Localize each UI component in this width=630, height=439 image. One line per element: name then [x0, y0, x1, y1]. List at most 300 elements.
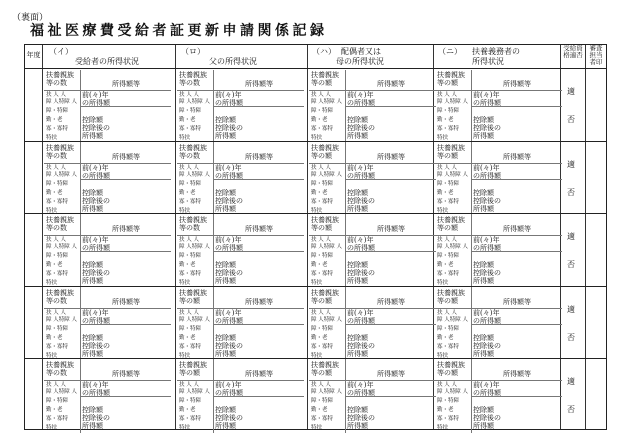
income-of-label: の所得額	[473, 389, 501, 398]
income-label: 所得額等	[377, 152, 405, 161]
elder-line: 障 人特障 人	[437, 389, 468, 396]
income-of-label: の所得額	[347, 99, 375, 107]
dependents-label: 扶養親族	[311, 143, 339, 152]
after-deduction-label: 控除後の	[82, 341, 110, 350]
special-label: 特扶	[311, 207, 323, 214]
special-label: 特扶	[437, 207, 449, 214]
work-elder-label: 勤・老	[46, 334, 63, 341]
ineligible-mark: 否	[567, 405, 575, 415]
after-deduction-label: 控除後の	[215, 124, 243, 132]
form-title: 福祉医療費受給者証更新申請関係記録	[30, 23, 328, 39]
disability-label: 障・特障	[311, 325, 334, 332]
col-i-marker: （イ）	[49, 47, 73, 56]
work-elder-label: 勤・老	[311, 334, 328, 341]
after-deduction-label: 控除後の	[82, 196, 110, 205]
dependents-label: 等の額	[311, 79, 332, 87]
spouse-line: 扶 人 人	[311, 309, 331, 316]
spouse-line: 扶 人 人	[179, 164, 199, 171]
income-of-label: の所得額	[473, 99, 501, 107]
income-after-label: 所得額	[347, 422, 368, 431]
income-after-label: 所得額	[347, 204, 368, 213]
disability-label: 障・特障	[437, 180, 460, 187]
dependents-label: 等の額	[437, 369, 458, 378]
income-after-label: 所得額	[82, 204, 103, 213]
dependents-label: 等の数	[179, 79, 200, 87]
after-deduction-label: 控除後の	[347, 269, 375, 278]
after-deduction-label: 控除後の	[215, 196, 243, 205]
dependents-label: 扶養親族	[437, 361, 465, 370]
income-of-label: の所得額	[82, 171, 110, 180]
deduction-label: 控除額	[473, 333, 494, 342]
income-of-label: の所得額	[347, 389, 375, 398]
after-deduction-label: 控除後の	[215, 269, 243, 278]
work-elder-label: 勤・老	[311, 262, 328, 269]
dependents-label: 等の額	[311, 224, 332, 233]
widow-label: 寡・寡特	[46, 198, 69, 205]
after-deduction-label: 控除後の	[215, 414, 243, 423]
widow-label: 寡・寡特	[179, 126, 202, 132]
dependents-label: 等の額	[311, 369, 332, 378]
dependents-label: 等の額	[437, 79, 458, 87]
spouse-line: 扶 人 人	[46, 309, 66, 316]
disability-label: 障・特障	[437, 108, 460, 114]
income-after-label: 所得額	[347, 349, 368, 358]
prev-year-label: 前(々)年	[347, 163, 374, 172]
work-elder-label: 勤・老	[179, 189, 196, 196]
income-of-label: の所得額	[215, 389, 243, 398]
special-label: 特扶	[179, 207, 191, 214]
special-label: 特扶	[437, 425, 449, 432]
after-deduction-label: 控除後の	[347, 414, 375, 423]
income-label: 所得額等	[112, 370, 140, 379]
income-after-label: 所得額	[82, 132, 103, 140]
elder-line: 障 人特障 人	[179, 389, 210, 396]
dependents-label: 扶養親族	[179, 216, 207, 225]
income-after-label: 所得額	[473, 132, 494, 140]
eligible-mark: 適	[567, 232, 575, 242]
work-elder-label: 勤・老	[46, 189, 63, 196]
ineligible-mark: 否	[567, 260, 575, 270]
income-after-label: 所得額	[82, 422, 103, 431]
deduction-label: 控除額	[215, 406, 236, 415]
disability-label: 障・特障	[311, 253, 334, 260]
special-label: 特扶	[46, 352, 58, 359]
elder-line: 障 人特障 人	[46, 316, 77, 323]
income-of-label: の所得額	[82, 244, 110, 253]
prev-year-label: 前(々)年	[347, 308, 374, 317]
disability-label: 障・特障	[179, 180, 202, 187]
special-label: 特扶	[179, 280, 191, 287]
special-label: 特扶	[437, 135, 449, 141]
income-after-label: 所得額	[473, 349, 494, 358]
deduction-label: 控除額	[82, 333, 103, 342]
elder-line: 障 人特障 人	[46, 171, 77, 178]
after-deduction-label: 控除後の	[82, 414, 110, 423]
prev-year-label: 前(々)年	[82, 308, 109, 317]
widow-label: 寡・寡特	[179, 416, 202, 423]
deduction-label: 控除額	[347, 116, 368, 124]
spouse-line: 扶 人 人	[179, 237, 199, 244]
income-of-label: の所得額	[347, 171, 375, 180]
spouse-line: 扶 人 人	[179, 92, 199, 98]
spouse-line: 扶 人 人	[311, 164, 331, 171]
dependents-label: 扶養親族	[437, 288, 465, 297]
widow-label: 寡・寡特	[437, 416, 460, 423]
disability-label: 障・特障	[179, 108, 202, 114]
income-after-label: 所得額	[82, 277, 103, 286]
income-label: 所得額等	[112, 80, 140, 88]
prev-year-label: 前(々)年	[215, 236, 242, 245]
year-header: 年度	[26, 51, 41, 59]
income-of-label: の所得額	[215, 316, 243, 325]
income-after-label: 所得額	[473, 422, 494, 431]
income-after-label: 所得額	[473, 204, 494, 213]
elder-line: 障 人特障 人	[179, 316, 210, 323]
income-label: 所得額等	[377, 370, 405, 379]
special-label: 特扶	[46, 280, 58, 287]
prev-year-label: 前(々)年	[347, 91, 374, 99]
spouse-line: 扶 人 人	[179, 382, 199, 389]
widow-label: 寡・寡特	[311, 271, 334, 278]
elder-line: 障 人特障 人	[179, 244, 210, 251]
income-after-label: 所得額	[82, 349, 103, 358]
dependents-label: 等の数	[46, 151, 67, 160]
work-elder-label: 勤・老	[46, 262, 63, 269]
deduction-label: 控除額	[82, 116, 103, 124]
disability-label: 障・特障	[179, 325, 202, 332]
widow-label: 寡・寡特	[179, 198, 202, 205]
disability-label: 障・特障	[179, 398, 202, 405]
income-of-label: の所得額	[473, 171, 501, 180]
spouse-line: 扶 人 人	[437, 237, 457, 244]
eligible-mark: 適	[567, 377, 575, 387]
income-of-label: の所得額	[473, 316, 501, 325]
special-label: 特扶	[311, 135, 323, 141]
widow-label: 寡・寡特	[179, 343, 202, 350]
deduction-label: 控除額	[82, 261, 103, 270]
dependents-label: 扶養親族	[179, 361, 207, 370]
prev-year-label: 前(々)年	[215, 91, 242, 99]
disability-label: 障・特障	[437, 398, 460, 405]
record-table	[24, 44, 607, 430]
elder-line: 障 人特障 人	[437, 244, 468, 251]
ineligible-mark: 否	[567, 187, 575, 197]
prev-year-label: 前(々)年	[82, 163, 109, 172]
widow-label: 寡・寡特	[311, 126, 334, 132]
spouse-line: 扶 人 人	[437, 309, 457, 316]
prev-year-label: 前(々)年	[473, 236, 500, 245]
special-label: 特扶	[46, 207, 58, 214]
dependents-label: 扶養親族	[311, 361, 339, 370]
elder-line: 障 人特障 人	[437, 171, 468, 178]
income-label: 所得額等	[245, 80, 273, 88]
prev-year-label: 前(々)年	[82, 381, 109, 390]
elder-line: 障 人特障 人	[437, 99, 468, 105]
disability-label: 障・特障	[437, 253, 460, 260]
work-elder-label: 勤・老	[437, 334, 454, 341]
income-after-label: 所得額	[347, 277, 368, 286]
after-deduction-label: 控除後の	[82, 124, 110, 132]
special-label: 特扶	[311, 280, 323, 287]
work-elder-label: 勤・老	[311, 189, 328, 196]
deduction-label: 控除額	[82, 406, 103, 415]
dependents-label: 扶養親族	[46, 361, 74, 370]
spouse-line: 扶 人 人	[46, 164, 66, 171]
income-after-label: 所得額	[347, 132, 368, 140]
prev-year-label: 前(々)年	[473, 308, 500, 317]
prev-year-label: 前(々)年	[215, 381, 242, 390]
widow-label: 寡・寡特	[311, 416, 334, 423]
prev-year-label: 前(々)年	[347, 236, 374, 245]
work-elder-label: 勤・老	[311, 407, 328, 414]
dependents-label: 等の数	[46, 224, 67, 233]
deduction-label: 控除額	[347, 261, 368, 270]
spouse-line: 扶 人 人	[46, 382, 66, 389]
after-deduction-label: 控除後の	[473, 269, 501, 278]
dependents-label: 扶養親族	[46, 216, 74, 225]
deduction-label: 控除額	[215, 188, 236, 197]
disability-label: 障・特障	[311, 398, 334, 405]
dependents-label: 等の数	[179, 224, 200, 233]
special-label: 特扶	[179, 352, 191, 359]
income-label: 所得額等	[112, 297, 140, 306]
widow-label: 寡・寡特	[437, 271, 460, 278]
prev-year-label: 前(々)年	[473, 163, 500, 172]
prev-year-label: 前(々)年	[215, 308, 242, 317]
widow-label: 寡・寡特	[437, 126, 460, 132]
special-label: 特扶	[179, 425, 191, 432]
widow-label: 寡・寡特	[311, 343, 334, 350]
col-ha-line1: 配偶者又は	[341, 47, 381, 56]
dependents-label: 扶養親族	[437, 143, 465, 152]
dependents-label: 扶養親族	[311, 288, 339, 297]
prev-year-label: 前(々)年	[347, 381, 374, 390]
dependents-label: 等の額	[311, 296, 332, 305]
eligibility-header: 受給資格適否	[563, 44, 583, 59]
income-label: 所得額等	[377, 297, 405, 306]
income-label: 所得額等	[245, 225, 273, 234]
dependents-label: 等の数	[46, 296, 67, 305]
dependents-label: 等の額	[179, 369, 200, 378]
work-elder-label: 勤・老	[311, 117, 328, 123]
dependents-label: 等の数	[179, 151, 200, 160]
widow-label: 寡・寡特	[311, 198, 334, 205]
income-label: 所得額等	[377, 225, 405, 234]
special-label: 特扶	[437, 352, 449, 359]
after-deduction-label: 控除後の	[473, 341, 501, 350]
disability-label: 障・特障	[179, 253, 202, 260]
widow-label: 寡・寡特	[46, 416, 69, 423]
work-elder-label: 勤・老	[179, 262, 196, 269]
deduction-label: 控除額	[347, 188, 368, 197]
work-elder-label: 勤・老	[46, 117, 63, 123]
col-ro-marker: （ロ）	[181, 47, 205, 56]
dependents-label: 等の額	[179, 296, 200, 305]
col-ni-line2: 所得状況	[472, 57, 504, 66]
deduction-label: 控除額	[215, 116, 236, 124]
disability-label: 障・特障	[46, 108, 69, 114]
prev-year-label: 前(々)年	[82, 91, 109, 99]
disability-label: 障・特障	[311, 108, 334, 114]
income-label: 所得額等	[503, 297, 531, 306]
income-of-label: の所得額	[473, 244, 501, 253]
deduction-label: 控除額	[347, 333, 368, 342]
income-of-label: の所得額	[82, 389, 110, 398]
deduction-label: 控除額	[473, 116, 494, 124]
disability-label: 障・特障	[311, 180, 334, 187]
after-deduction-label: 控除後の	[473, 414, 501, 423]
prev-year-label: 前(々)年	[215, 163, 242, 172]
deduction-label: 控除額	[347, 406, 368, 415]
disability-label: 障・特障	[46, 180, 69, 187]
disability-label: 障・特障	[437, 325, 460, 332]
income-label: 所得額等	[245, 370, 273, 379]
work-elder-label: 勤・老	[179, 407, 196, 414]
income-of-label: の所得額	[347, 316, 375, 325]
income-after-label: 所得額	[215, 422, 236, 431]
after-deduction-label: 控除後の	[347, 124, 375, 132]
special-label: 特扶	[437, 280, 449, 287]
elder-line: 障 人特障 人	[437, 316, 468, 323]
spouse-line: 扶 人 人	[46, 237, 66, 244]
dependents-label: 扶養親族	[179, 71, 207, 79]
special-label: 特扶	[179, 135, 191, 141]
income-after-label: 所得額	[215, 132, 236, 140]
spouse-line: 扶 人 人	[46, 92, 66, 98]
widow-label: 寡・寡特	[437, 198, 460, 205]
work-elder-label: 勤・老	[46, 407, 63, 414]
work-elder-label: 勤・老	[437, 407, 454, 414]
income-of-label: の所得額	[82, 99, 110, 107]
deduction-label: 控除額	[473, 406, 494, 415]
deduction-label: 控除額	[82, 188, 103, 197]
spouse-line: 扶 人 人	[311, 237, 331, 244]
income-label: 所得額等	[245, 152, 273, 161]
dependents-label: 扶養親族	[437, 71, 465, 79]
deduction-label: 控除額	[215, 261, 236, 270]
spouse-line: 扶 人 人	[179, 309, 199, 316]
after-deduction-label: 控除後の	[347, 341, 375, 350]
spouse-line: 扶 人 人	[311, 382, 331, 389]
income-label: 所得額等	[112, 152, 140, 161]
dependents-label: 等の額	[437, 296, 458, 305]
special-label: 特扶	[46, 135, 58, 141]
col-ni-marker: （ニ）	[438, 47, 462, 56]
elder-line: 障 人特障 人	[179, 99, 210, 105]
work-elder-label: 勤・老	[179, 334, 196, 341]
col-ha-line2: 母の所得状況	[336, 57, 384, 66]
special-label: 特扶	[311, 425, 323, 432]
reviewer-header: 審査担当者印	[589, 44, 603, 66]
spouse-line: 扶 人 人	[437, 92, 457, 98]
elder-line: 障 人特障 人	[311, 316, 342, 323]
prev-year-label: 前(々)年	[473, 381, 500, 390]
elder-line: 障 人特障 人	[179, 171, 210, 178]
dependents-label: 等の数	[46, 79, 67, 87]
widow-label: 寡・寡特	[46, 343, 69, 350]
income-of-label: の所得額	[215, 244, 243, 253]
income-of-label: の所得額	[215, 99, 243, 107]
eligible-mark: 適	[567, 304, 575, 314]
income-after-label: 所得額	[215, 204, 236, 213]
widow-label: 寡・寡特	[437, 343, 460, 350]
spouse-line: 扶 人 人	[437, 382, 457, 389]
elder-line: 障 人特障 人	[311, 389, 342, 396]
deduction-label: 控除額	[473, 261, 494, 270]
col-i-label: 受給者の所得状況	[75, 57, 139, 66]
widow-label: 寡・寡特	[179, 271, 202, 278]
after-deduction-label: 控除後の	[82, 269, 110, 278]
income-label: 所得額等	[245, 297, 273, 306]
income-label: 所得額等	[503, 152, 531, 161]
income-label: 所得額等	[503, 370, 531, 379]
income-label: 所得額等	[112, 225, 140, 234]
disability-label: 障・特障	[46, 398, 69, 405]
deduction-label: 控除額	[473, 188, 494, 197]
income-after-label: 所得額	[473, 277, 494, 286]
widow-label: 寡・寡特	[46, 126, 69, 132]
eligible-mark: 適	[567, 87, 575, 96]
prev-year-label: 前(々)年	[473, 91, 500, 99]
elder-line: 障 人特障 人	[311, 171, 342, 178]
disability-label: 障・特障	[46, 325, 69, 332]
income-label: 所得額等	[377, 80, 405, 88]
widow-label: 寡・寡特	[46, 271, 69, 278]
work-elder-label: 勤・老	[179, 117, 196, 123]
eligible-mark: 適	[567, 159, 575, 169]
after-deduction-label: 控除後の	[473, 124, 501, 132]
after-deduction-label: 控除後の	[473, 196, 501, 205]
dependents-label: 扶養親族	[46, 71, 74, 79]
elder-line: 障 人特障 人	[46, 389, 77, 396]
income-after-label: 所得額	[215, 277, 236, 286]
dependents-label: 等の数	[46, 369, 67, 378]
work-elder-label: 勤・老	[437, 117, 454, 123]
after-deduction-label: 控除後の	[347, 196, 375, 205]
dependents-label: 扶養親族	[46, 143, 74, 152]
dependents-label: 等の額	[437, 224, 458, 233]
col-ro-label: 父の所得状況	[209, 57, 257, 66]
spouse-line: 扶 人 人	[311, 92, 331, 98]
elder-line: 障 人特障 人	[46, 244, 77, 251]
income-of-label: の所得額	[215, 171, 243, 180]
income-of-label: の所得額	[82, 316, 110, 325]
dependents-label: 等の額	[311, 151, 332, 160]
prev-year-label: 前(々)年	[82, 236, 109, 245]
dependents-label: 扶養親族	[46, 288, 74, 297]
col-ha-marker: （ハ）	[312, 47, 336, 56]
dependents-label: 扶養親族	[179, 143, 207, 152]
income-of-label: の所得額	[347, 244, 375, 253]
income-label: 所得額等	[503, 225, 531, 234]
ineligible-mark: 否	[567, 332, 575, 342]
work-elder-label: 勤・老	[437, 262, 454, 269]
income-label: 所得額等	[503, 80, 531, 88]
dependents-label: 扶養親族	[437, 216, 465, 225]
dependents-label: 扶養親族	[311, 216, 339, 225]
dependents-label: 等の額	[437, 151, 458, 160]
spouse-line: 扶 人 人	[437, 164, 457, 171]
disability-label: 障・特障	[46, 253, 69, 260]
special-label: 特扶	[311, 352, 323, 359]
after-deduction-label: 控除後の	[215, 341, 243, 350]
elder-line: 障 人特障 人	[46, 99, 77, 105]
elder-line: 障 人特障 人	[311, 99, 342, 105]
side-note: （裏面）	[12, 13, 49, 23]
dependents-label: 扶養親族	[179, 288, 207, 297]
income-after-label: 所得額	[215, 349, 236, 358]
ineligible-mark: 否	[567, 115, 575, 124]
